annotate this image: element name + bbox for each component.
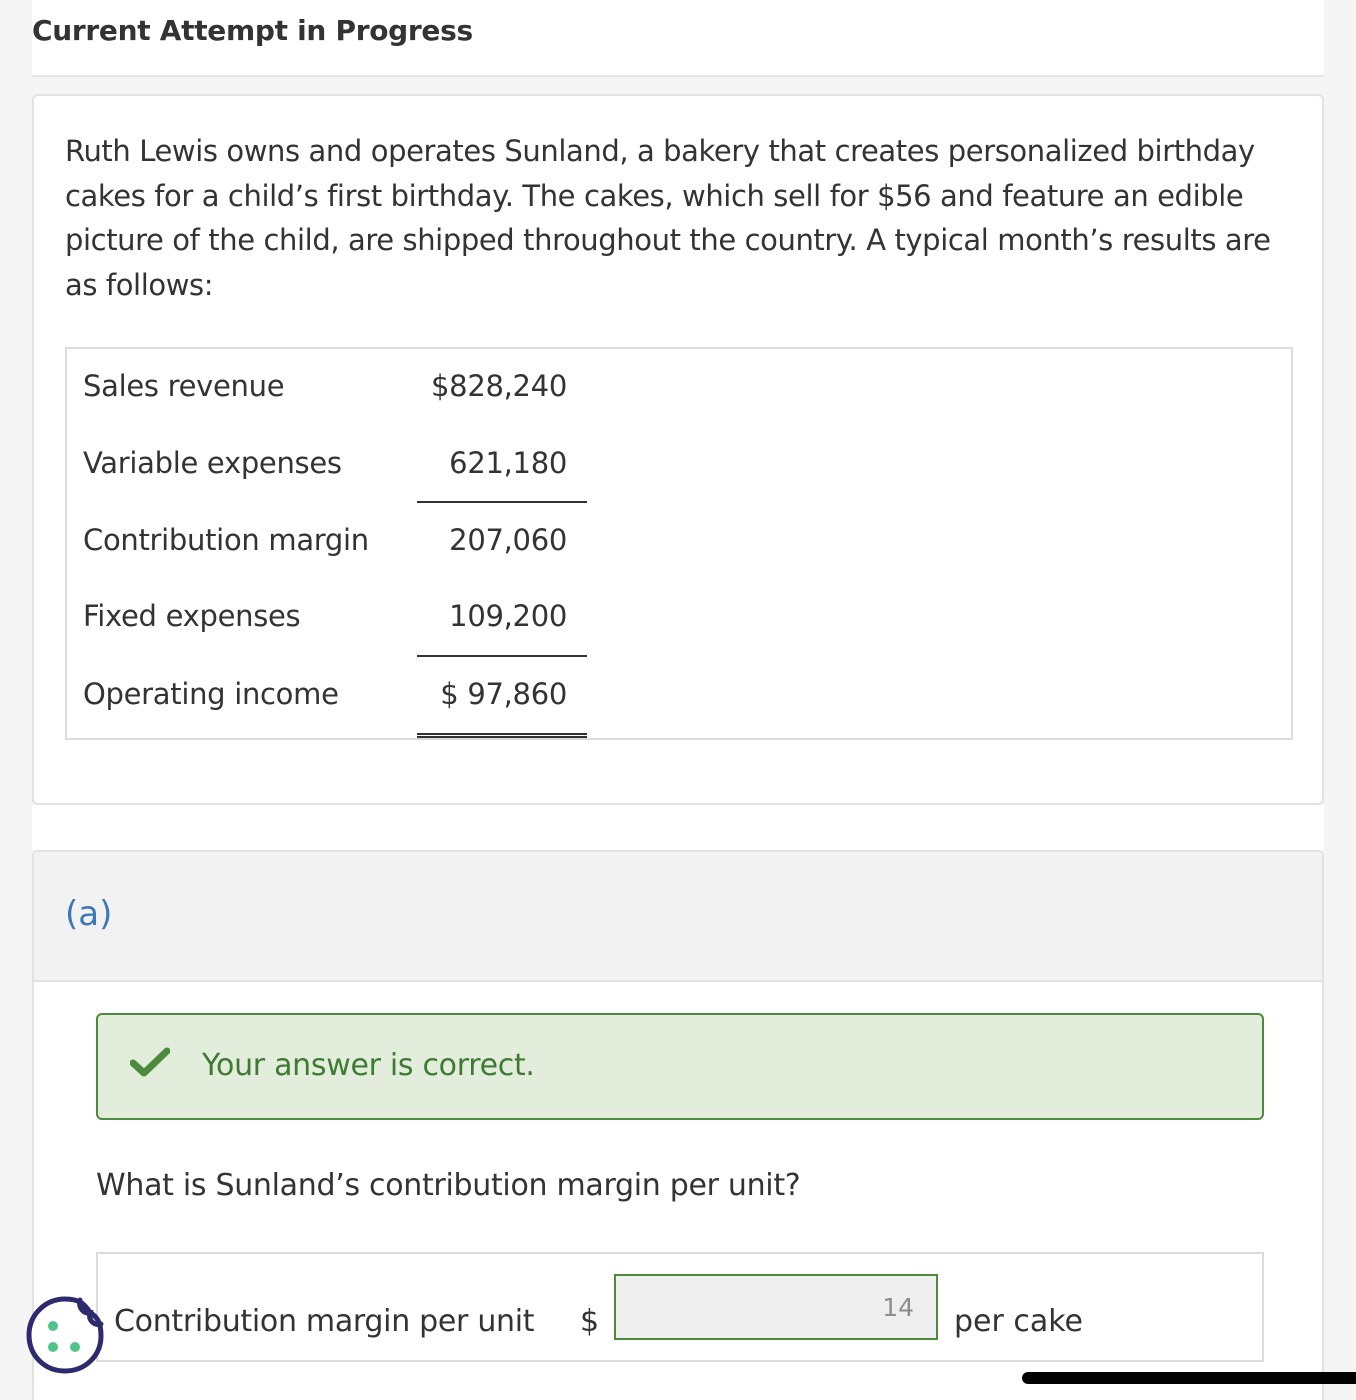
row-value: $828,240 [431, 369, 567, 403]
question-text: Ruth Lewis owns and operates Sunland, a bakery that creates personalized birthday cakes for a child’s first birthday. The cakes, which sell for $56 and feature an edible picture of the child, are shipped throughout the country. A typical month’s results are as follows: [65, 134, 1271, 302]
question-prompt: What is Sunland’s contribution margin per unit? [96, 1168, 801, 1203]
check-icon [130, 1047, 170, 1077]
total-double-rule [417, 733, 587, 738]
question-card [32, 94, 1324, 805]
table-row [67, 523, 1291, 563]
feedback-banner [96, 1013, 1264, 1120]
table-row [67, 446, 1291, 486]
attempt-title: Current Attempt in Progress [32, 14, 473, 47]
row-label: Fixed expenses [83, 599, 301, 633]
section-gap [32, 805, 1324, 850]
cookie-icon[interactable] [24, 1294, 106, 1376]
answer-label: Contribution margin per unit [114, 1304, 535, 1339]
row-value: 621,180 [449, 446, 567, 480]
part-label: (a) [65, 894, 113, 934]
part-card [32, 850, 1324, 1400]
row-value: $ 97,860 [440, 677, 567, 711]
row-value: 109,200 [449, 599, 567, 633]
answer-input[interactable]: 14 [614, 1274, 938, 1340]
row-value: 207,060 [449, 523, 567, 557]
table-row [67, 369, 1291, 409]
home-indicator [1022, 1372, 1356, 1384]
answer-box [96, 1252, 1264, 1362]
unit-label: per cake [954, 1304, 1084, 1339]
row-label: Variable expenses [83, 446, 342, 480]
table-row [67, 677, 1291, 717]
feedback-text: Your answer is correct. [202, 1048, 535, 1083]
row-label: Sales revenue [83, 369, 285, 403]
subtotal-rule [417, 655, 587, 657]
subtotal-rule [417, 501, 587, 503]
attempt-header [32, 0, 1324, 77]
row-label: Operating income [83, 677, 339, 711]
row-label: Contribution margin [83, 523, 369, 557]
table-row [67, 599, 1291, 639]
financial-table [65, 347, 1293, 740]
part-header[interactable] [34, 852, 1322, 982]
currency-symbol: $ [580, 1304, 600, 1339]
